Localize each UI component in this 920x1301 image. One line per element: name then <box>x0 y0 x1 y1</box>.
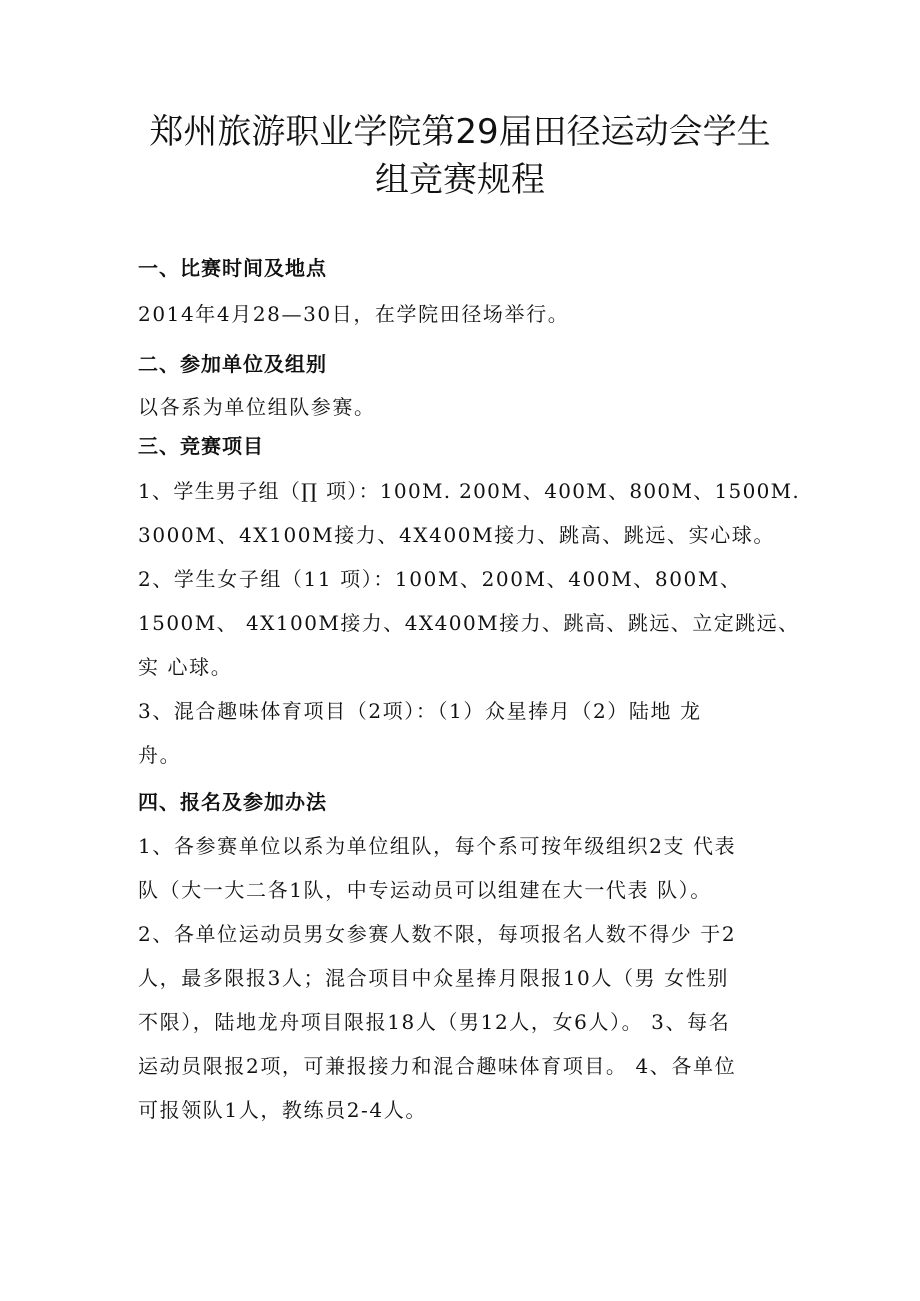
section-4-line-5: 不限），陆地龙舟项目限报18人（男12人，女6人）。 3、每名 <box>138 1010 731 1034</box>
section-4-line-1: 1、各参赛单位以系为单位组队，每个系可按年级组织2支 代表 <box>138 834 737 858</box>
section-2-line-1: 以各系为单位组队参赛。 <box>138 395 376 419</box>
section-3-line-5: 实 心球。 <box>138 655 233 679</box>
section-heading-units-groups: 二、参加单位及组别 <box>138 352 327 376</box>
section-heading-registration: 四、报名及参加办法 <box>138 790 327 814</box>
section-3-line-4: 1500M、 4X100M接力、4X400M接力、跳高、跳远、立定跳远、 <box>138 611 800 635</box>
title-line-1: 郑州旅游职业学院第29届田径运动会学生 <box>149 112 771 152</box>
section-4-line-7: 可报领队1人，教练员2-4人。 <box>138 1098 427 1122</box>
section-3-line-3: 2、学生女子组（11 项）：100M、200M、400M、800M、 <box>138 567 742 591</box>
section-1-line-1: 2014年4月28—30日，在学院田径场举行。 <box>138 302 570 326</box>
section-3-line-7: 舟。 <box>138 743 182 767</box>
section-3-line-1: 1、学生男子组（∏ 项）：100M. 200M、400M、800M、1500M. <box>138 479 801 503</box>
title-line-2: 组竞赛规程 <box>375 160 545 200</box>
document-title <box>100 108 820 204</box>
section-heading-time-location: 一、比赛时间及地点 <box>138 256 327 280</box>
section-3-line-2: 3000M、4X100M接力、4X400M接力、跳高、跳远、实心球。 <box>138 523 776 547</box>
section-4-line-3: 2、各单位运动员男女参赛人数不限，每项报名人数不得少 于2 <box>138 922 737 946</box>
section-heading-events: 三、竞赛项目 <box>138 434 264 458</box>
section-4-line-6: 运动员限报2项，可兼报接力和混合趣味体育项目。 4、各单位 <box>138 1054 737 1078</box>
section-4-line-2: 队（大一大二各1队，中专运动员可以组建在大一代表 队）。 <box>138 878 712 902</box>
section-4-line-4: 人，最多限报3人；混合项目中众星捧月限报10人（男 女性别 <box>138 966 729 990</box>
section-3-line-6: 3、混合趣味体育项目（2项）：（1）众星捧月（2）陆地 龙 <box>138 699 702 723</box>
